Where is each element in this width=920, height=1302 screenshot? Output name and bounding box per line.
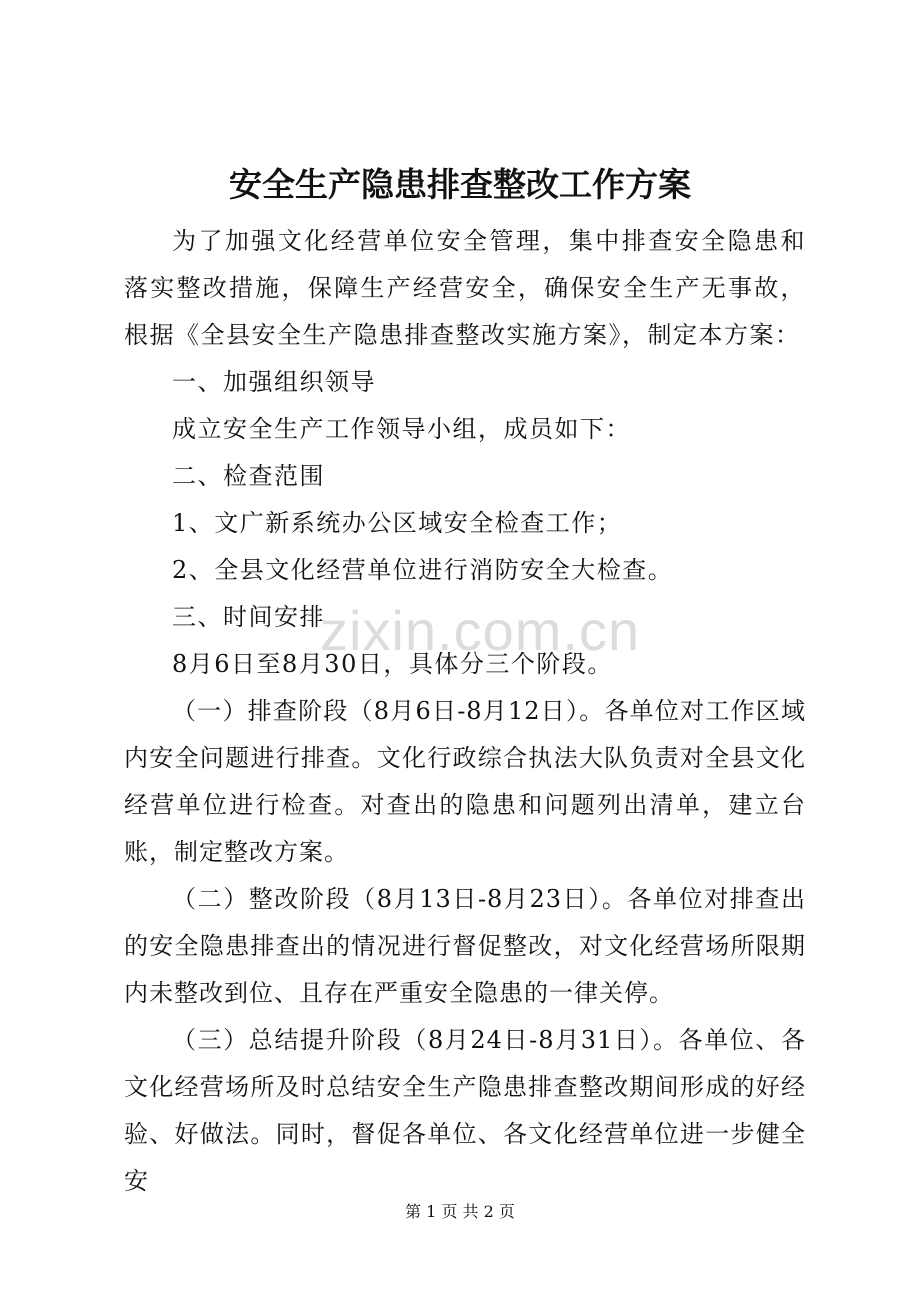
- paragraph-stage-1: （一）排查阶段（8月6日-8月12日）。各单位对工作区域内安全问题进行排查。文化行政综合执法大队负责对全县文化经营单位进行检查。对查出的隐患和问题列出清单，建立台账，制定整改方案。: [124, 697, 806, 866]
- paragraph-schedule: 8月6日至8月30日，具体分三个阶段。: [172, 650, 613, 678]
- section-heading-2: 二、检查范围: [172, 462, 325, 490]
- page-footer: 第 1 页 共 2 页: [405, 1202, 515, 1221]
- list-item-1: 1、文广新系统办公区域安全检查工作；: [172, 509, 623, 537]
- section-heading-1: 一、加强组织领导: [172, 368, 376, 396]
- paragraph-stage-3: （三）总结提升阶段（8月24日-8月31日）。各单位、各文化经营场所及时总结安全生产隐患排查整改期间形成的好经验、好做法。同时，督促各单位、各文化经营单位进一步健全安: [124, 1026, 806, 1195]
- document-title: 安全生产隐患排查整改工作方案: [229, 165, 691, 204]
- paragraph-intro: 为了加强文化经营单位安全管理，集中排查安全隐患和落实整改措施，保障生产经营安全，确保安全生产无事故，根据《全县安全生产隐患排查整改实施方案》，制定本方案：: [124, 227, 806, 349]
- paragraph-group: 成立安全生产工作领导小组，成员如下：: [172, 415, 631, 443]
- list-item-2: 2、全县文化经营单位进行消防安全大检查。: [172, 556, 674, 584]
- watermark: zixin.com.cn: [320, 599, 641, 662]
- document-body: [124, 218, 806, 1205]
- paragraph-stage-2: （二）整改阶段（8月13日-8月23日）。各单位对排查出的安全隐患排查出的情况进行督促整改，对文化经营场所限期内未整改到位、且存在严重安全隐患的一律关停。: [124, 885, 806, 1007]
- section-heading-3: 三、时间安排: [172, 603, 325, 631]
